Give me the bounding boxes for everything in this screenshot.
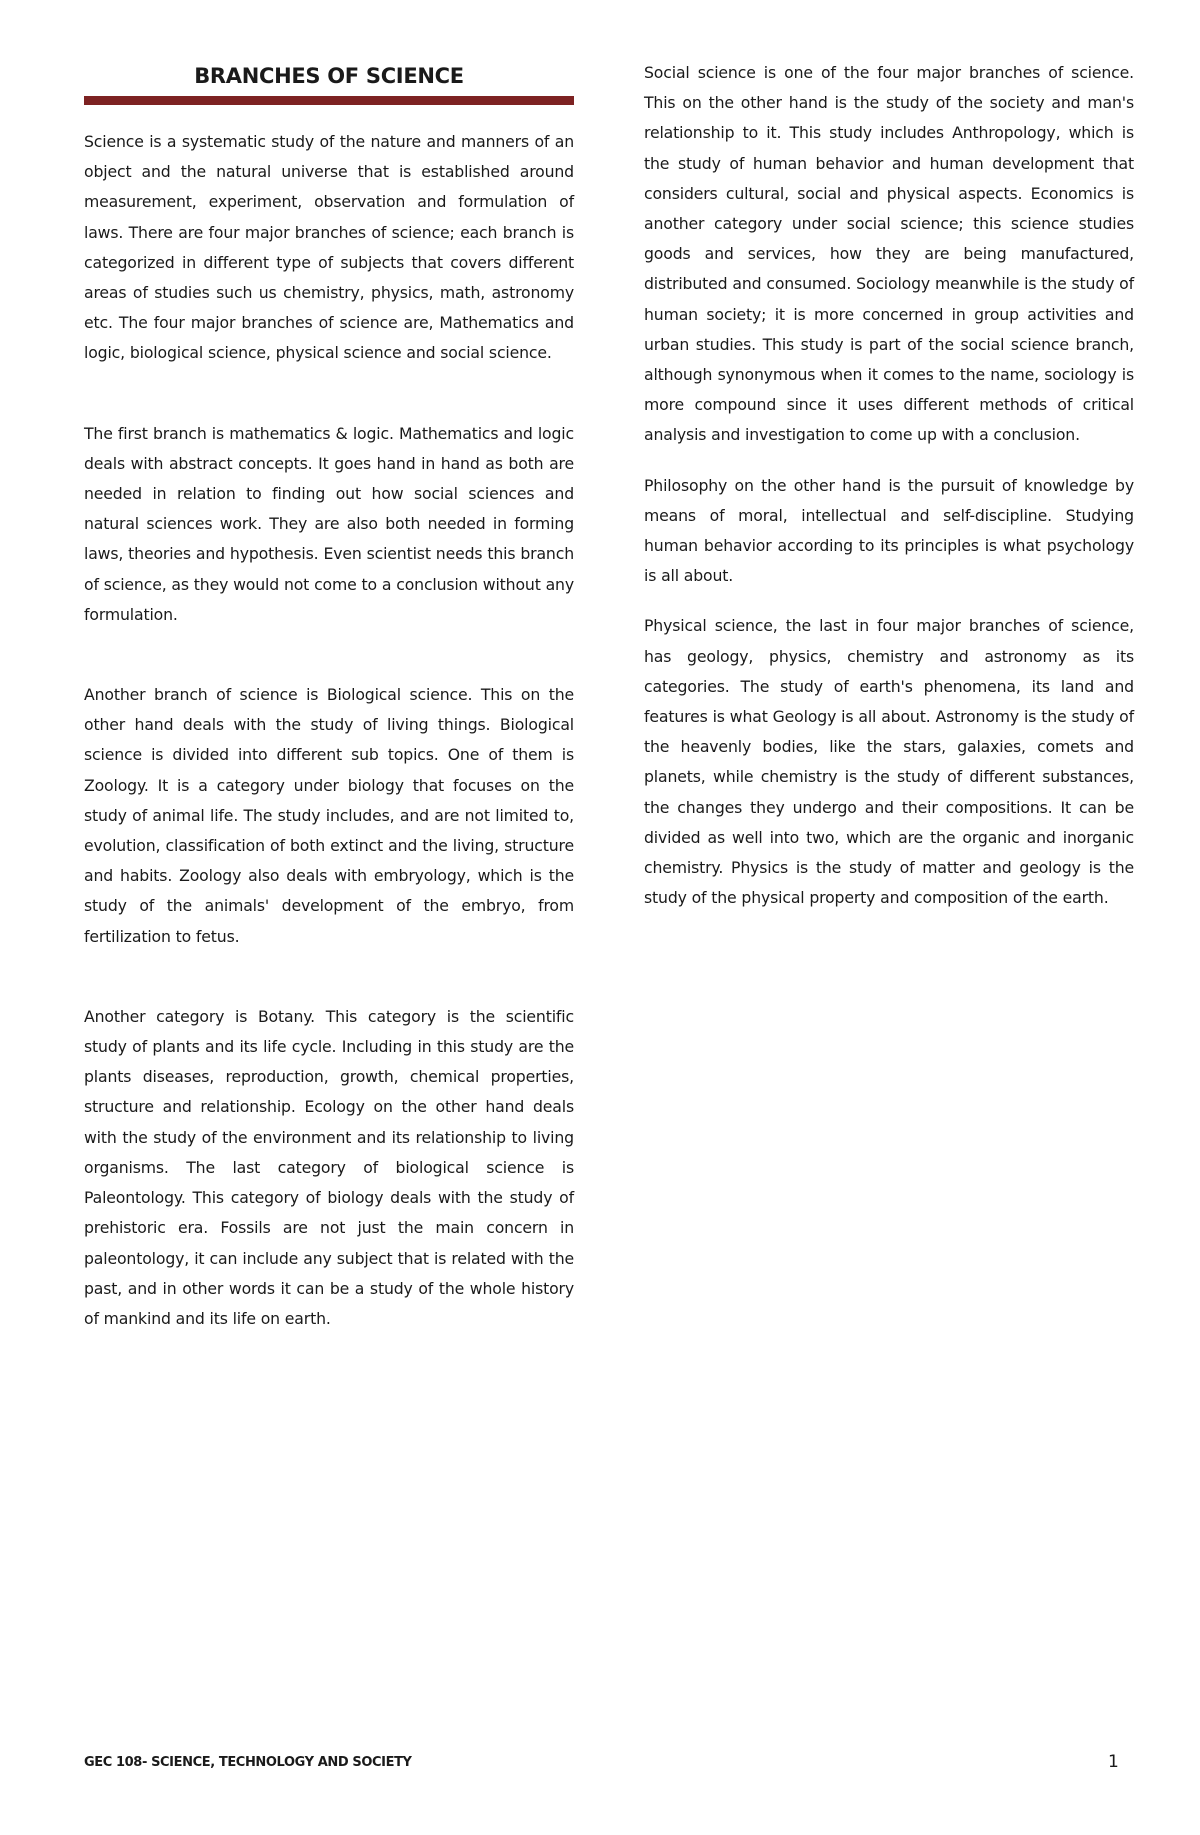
paragraph-physical-science: Physical science, the last in four major branches of science, has geology, physics, chemistry and astronomy as its categories. The study of earth's phenomena, its land and features is what Geology is all about. Astronomy is the study of the heavenly bodies, like the stars, galaxies, comets and planets, while chemistry is the study of different substances, the changes they undergo and their compositions. It can be divided as well into two, which are the organic and inorganic chemistry. Physics is the study of matter and geology is the study of the physical property and composition of the earth.: [644, 616, 1134, 908]
right-column: [644, 58, 1134, 913]
footer-course-title: GEC 108- SCIENCE, TECHNOLOGY AND SOCIETY: [84, 1755, 412, 1770]
footer-page-number: 1: [1108, 1752, 1119, 1772]
paragraph-botany: Another category is Botany. This category is the scientific study of plants and its life cycle. Including in this study are the plants diseases, reproduction, growth, chemical properties, structure and relationship. Ecology on the other hand deals with the study of the environment and its relationship to living organisms. The last category of biological science is Paleontology. This category of biology deals with the study of prehistoric era. Fossils are not just the main concern in paleontology, it can include any subject that is related with the past, and in other words it can be a study of the whole history of mankind and its life on earth.: [84, 1006, 574, 1328]
paragraph-mathematics-logic: The first branch is mathematics & logic. Mathematics and logic deals with abstract concepts. It goes hand in hand as both are needed in relation to finding out how social sciences and natural sciences work. They are also both needed in forming laws, theories and hypothesis. Even scientist needs this branch of science, as they would not come to a conclusion without any formulation.: [84, 423, 574, 624]
paragraph-spacer: [84, 952, 574, 1002]
paragraph-spacer: [84, 630, 574, 680]
paragraph-social-science: Social science is one of the four major branches of science. This on the other hand is the study of the society and man's relationship to it. This study includes Anthropology, which is the study of human behavior and human development that considers cultural, social and physical aspects. Economics is another category under social science; this science studies goods and services, how they are being manufactured, distributed and consumed. Sociology meanwhile is the study of human society; it is more concerned in group activities and urban studies. This study is part of the social science branch, although synonymous when it comes to the name, sociology is more compound since it uses different methods of critical analysis and investigation to come up with a conclusion.: [644, 63, 1134, 445]
paragraph-spacer: [644, 451, 1134, 471]
paragraph-philosophy: Philosophy on the other hand is the pursuit of knowledge by means of moral, intellectual and self-discipline. Studying human behavior according to its principles is what psychology is all about.: [644, 475, 1134, 586]
paragraph-biological-science: Another branch of science is Biological science. This on the other hand deals with the study of living things. Biological science is divided into different sub topics. One of them is Zoology. It is a category under biology that focuses on the study of animal life. The study includes, and are not limited to, evolution, classification of both extinct and the living, structure and habits. Zoology also deals with embryology, which is the study of the animals' development of the embryo, from fertilization to fetus.: [84, 685, 574, 946]
paragraph-spacer: [644, 591, 1134, 611]
document-title: BRANCHES OF SCIENCE: [194, 64, 464, 88]
paragraph-spacer: [84, 369, 574, 419]
paragraph-intro: Science is a systematic study of the nature and manners of an object and the natural universe that is established around measurement, experiment, observation and formulation of laws. There are four major branches of science; each branch is categorized in different type of subjects that covers different areas of studies such us chemistry, physics, math, astronomy etc. The four major branches of science are, Mathematics and logic, biological science, physical science and social science.: [84, 132, 574, 363]
left-column: [84, 58, 574, 1334]
title-underline-rule: [84, 96, 574, 105]
